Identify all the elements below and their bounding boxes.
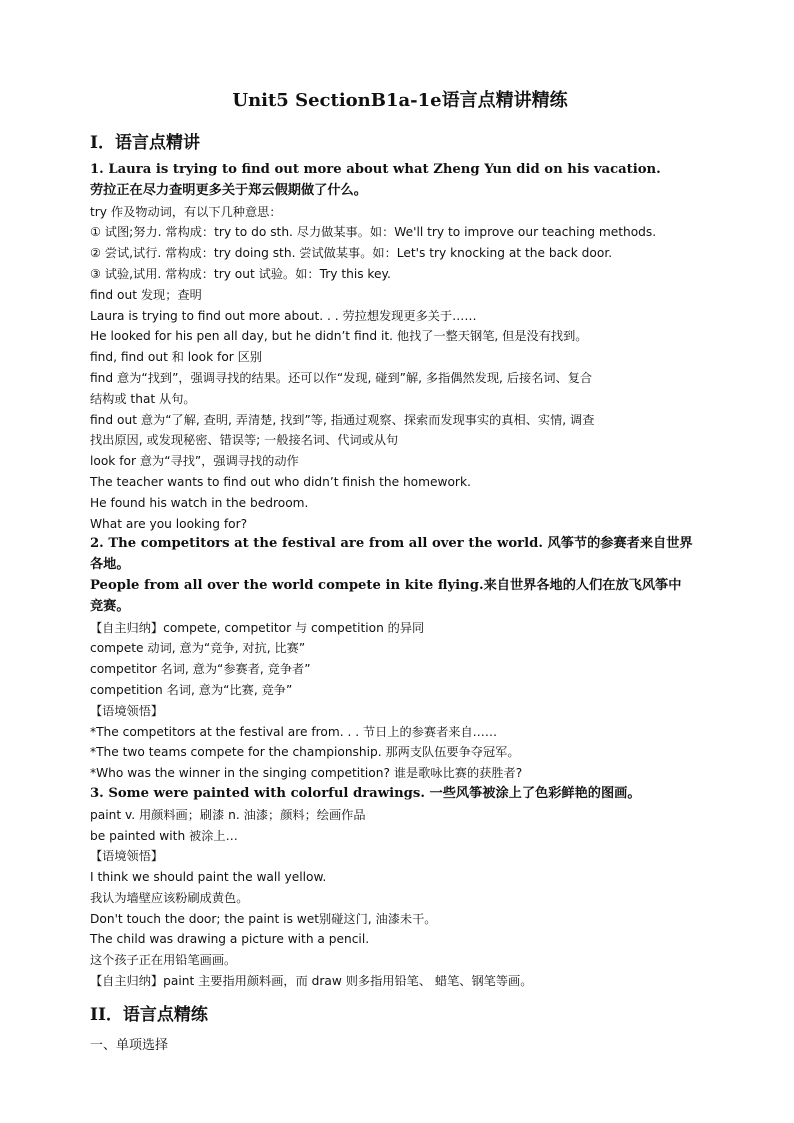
text-line: 【语境领悟】 — [90, 849, 164, 864]
text-line: find out 意为“了解, 查明, 弄清楚, 找到”等, 指通过观察、探索而发现事实的真相、实情, 调查 — [90, 412, 595, 427]
text-line: ② 尝试,试行. 常构成：try doing sth. 尝试做某事。如：Let's try knocking at the back door. — [90, 246, 613, 261]
text-line: 【自主归纳】paint 主要指用颜料画，而 draw 则多指用铅笔、 蜡笔、钢笔等画。 — [90, 974, 533, 989]
text-line: paint v. 用颜料画；刷漆 n. 油漆；颜料；绘画作品 — [90, 807, 366, 822]
text-line: competition 名词, 意为“比赛, 竞争” — [90, 682, 293, 697]
text-line: 我认为墙壁应该粉刷成黄色。 — [90, 890, 249, 905]
text-line: *Who was the winner in the singing competition? 谁是歌咏比赛的获胜者? — [90, 766, 523, 781]
text-line: try 作及物动词，有以下几种意思： — [90, 204, 282, 219]
text-line: *The two teams compete for the championship. 那两支队伍要争夺冠军。 — [90, 745, 520, 760]
section-content — [90, 160, 710, 992]
text-line: *The competitors at the festival are from. . . 节日上的参赛者来自…… — [90, 724, 498, 739]
text-line: 【语境领悟】 — [90, 703, 164, 718]
text-line: The teacher wants to find out who didn’t finish the homework. — [90, 474, 471, 489]
bold-text-line: 劳拉正在尽力查明更多关于郑云假期做了什么。 — [90, 182, 367, 198]
text-line: ③ 试验,试用. 常构成：try out 试验。如：Try this key. — [90, 266, 391, 281]
text-line: look for 意为“寻找”，强调寻找的动作 — [90, 454, 299, 469]
section-heading-practice: II．语言点精练 — [90, 1005, 208, 1025]
section-heading-explanation: I．语言点精讲 — [90, 133, 200, 153]
bold-text-line: People from all over the world compete in kite flying.来自世界各地的人们在放飞风筝中 — [90, 577, 682, 593]
text-line: 【自主归纳】compete, competitor 与 competition 的异同 — [90, 620, 425, 635]
bold-text-line: 各地。 — [90, 557, 130, 573]
text-line: 找出原因, 或发现秘密、错误等; 一般接名词、代词或从句 — [90, 433, 399, 448]
text-line: ① 试图;努力. 常构成：try to do sth. 尽力做某事。如：We'll try to improve our teaching methods. — [90, 225, 657, 240]
document-title: Unit5 SectionB1a-1e语言点精讲精练 — [232, 90, 568, 111]
text-line: competitor 名词, 意为“参赛者, 竞争者” — [90, 662, 311, 677]
text-line: I think we should paint the wall yellow. — [90, 870, 327, 885]
bold-text-line: 1. Laura is trying to find out more about what Zheng Yun did on his vacation. — [90, 162, 661, 177]
text-line: Don't touch the door; the paint is wet别碰这门, 油漆未干。 — [90, 911, 437, 926]
text-line: Laura is trying to find out more about. . . 劳拉想发现更多关于…… — [90, 308, 477, 323]
text-line: 结构或 that 从句。 — [90, 391, 196, 406]
bold-text-line: 3. Some were painted with colorful drawings. 一些风筝被涂上了色彩鲜艳的图画。 — [90, 785, 641, 801]
text-line: What are you looking for? — [90, 516, 248, 531]
text-line: The child was drawing a picture with a pencil. — [90, 932, 370, 947]
text-line: find, find out 和 look for 区别 — [90, 350, 263, 365]
text-line: 这个孩子正在用铅笔画画。 — [90, 953, 237, 968]
text-line: He found his watch in the bedroom. — [90, 495, 309, 510]
text-line: find 意为“找到”，强调寻找的结果。还可以作“发现, 碰到”解, 多指偶然发现, 后接名词、复合 — [90, 370, 593, 385]
text-line: be painted with 被涂上… — [90, 828, 238, 843]
bold-text-line: 2. The competitors at the festival are from all over the world. 风筝节的参赛者来自世界 — [90, 536, 693, 552]
bold-text-line: 竞赛。 — [90, 598, 130, 614]
text-line: He looked for his pen all day, but he didn’t find it. 他找了一整天钢笔, 但是没有找到。 — [90, 329, 588, 344]
subsection-heading: 一、单项选择 — [90, 1038, 169, 1053]
text-line: find out 发现；查明 — [90, 287, 202, 302]
text-line: compete 动词, 意为“竞争, 对抗, 比赛” — [90, 641, 306, 656]
